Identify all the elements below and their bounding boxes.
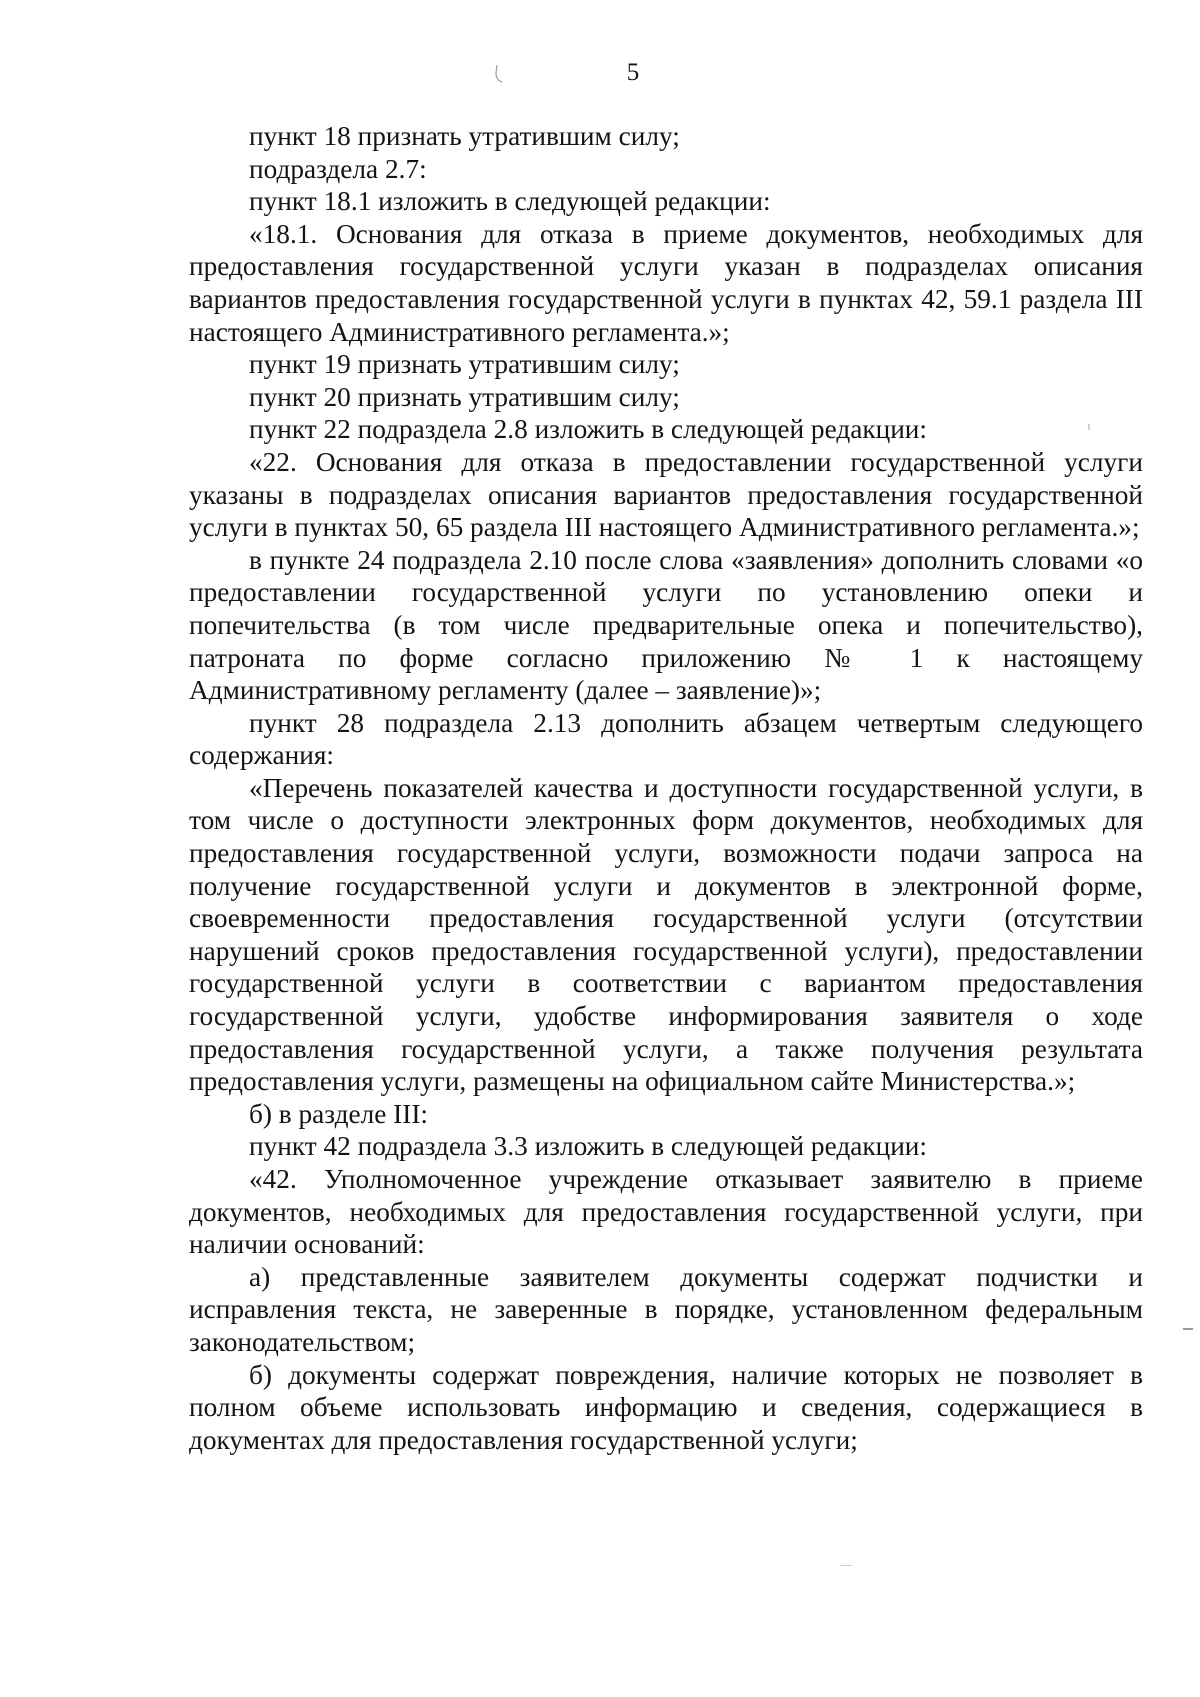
paragraph: «22. Основания для отказа в предоставлении государственной услуги указаны в подразделах описания вариантов предоставления государственной услуги в пунктах 50, 65 раздела III настоящего Административного регламента.»; — [189, 446, 1143, 543]
paragraph: «42. Уполномоченное учреждение отказывает заявителю в приеме документов, необходимых для предоставления государственной услуги, при наличии оснований: — [189, 1164, 1143, 1260]
paragraph: «18.1. Основания для отказа в приеме документов, необходимых для предоставления государственной услуги указан в подразделах описания вариантов предоставления государственной услуги в пунктах 42, 59.1 раздела III настоящего Административного регламента.»; — [189, 218, 1143, 347]
paragraph: пункт 28 подраздела 2.13 дополнить абзацем четвертым следующего содержания: — [189, 707, 1143, 771]
paragraph: пункт 20 признать утратившим силу; — [249, 381, 680, 412]
scan-artifact-line — [840, 1565, 852, 1566]
document-body — [189, 120, 1143, 1456]
paragraph: пункт 18.1 изложить в следующей редакции: — [249, 186, 771, 217]
paragraph: в пункте 24 подраздела 2.10 после слова «заявления» дополнить словами «о предоставлении государственной услуги по установлению опеки и попечительства (в том числе предварительные опека и попечительство), патроната по форме согласно приложению № 1 к настоящему Административному регламенту (далее – заявление)»; — [189, 544, 1143, 706]
paragraph: подраздела 2.7: — [249, 153, 427, 184]
paragraph: а) представленные заявителем документы содержат подчистки и исправления текста, не заверенные в порядке, установленном федеральным законодательством; — [189, 1261, 1143, 1357]
paragraph: б) в разделе III: — [249, 1098, 428, 1129]
page-number: 5 — [626, 59, 640, 86]
scan-artifact-dash — [1183, 1328, 1193, 1330]
paragraph: «Перечень показателей качества и доступности государственной услуги, в том числе о доступности электронных форм документов, необходимых для предоставления государственной услуги, возможности подачи запроса на получение государственной услуги и документов в электронной форме, своевременности предоставления государственной услуги (отсутствии нарушений сроков предоставления государственной услуги), предоставлении государственной услуги в соответствии с вариантом предоставления государственной услуги, удобстве информирования заявителя о ходе предоставления государственной услуги, а также получения результата предоставления услуги, размещены на официальном сайте Министерства.»; — [189, 772, 1143, 1097]
scan-artifact-speck — [1088, 424, 1090, 430]
paragraph: б) документы содержат повреждения, наличие которых не позволяет в полном объеме использовать информацию и сведения, содержащиеся в документах для предоставления государственной услуги; — [189, 1359, 1143, 1455]
paragraph: пункт 22 подраздела 2.8 изложить в следующей редакции: — [249, 414, 927, 445]
paragraph: пункт 19 признать утратившим силу; — [249, 349, 680, 380]
paragraph: пункт 42 подраздела 3.3 изложить в следующей редакции: — [249, 1131, 927, 1162]
paragraph: пункт 18 признать утратившим силу; — [249, 121, 680, 151]
